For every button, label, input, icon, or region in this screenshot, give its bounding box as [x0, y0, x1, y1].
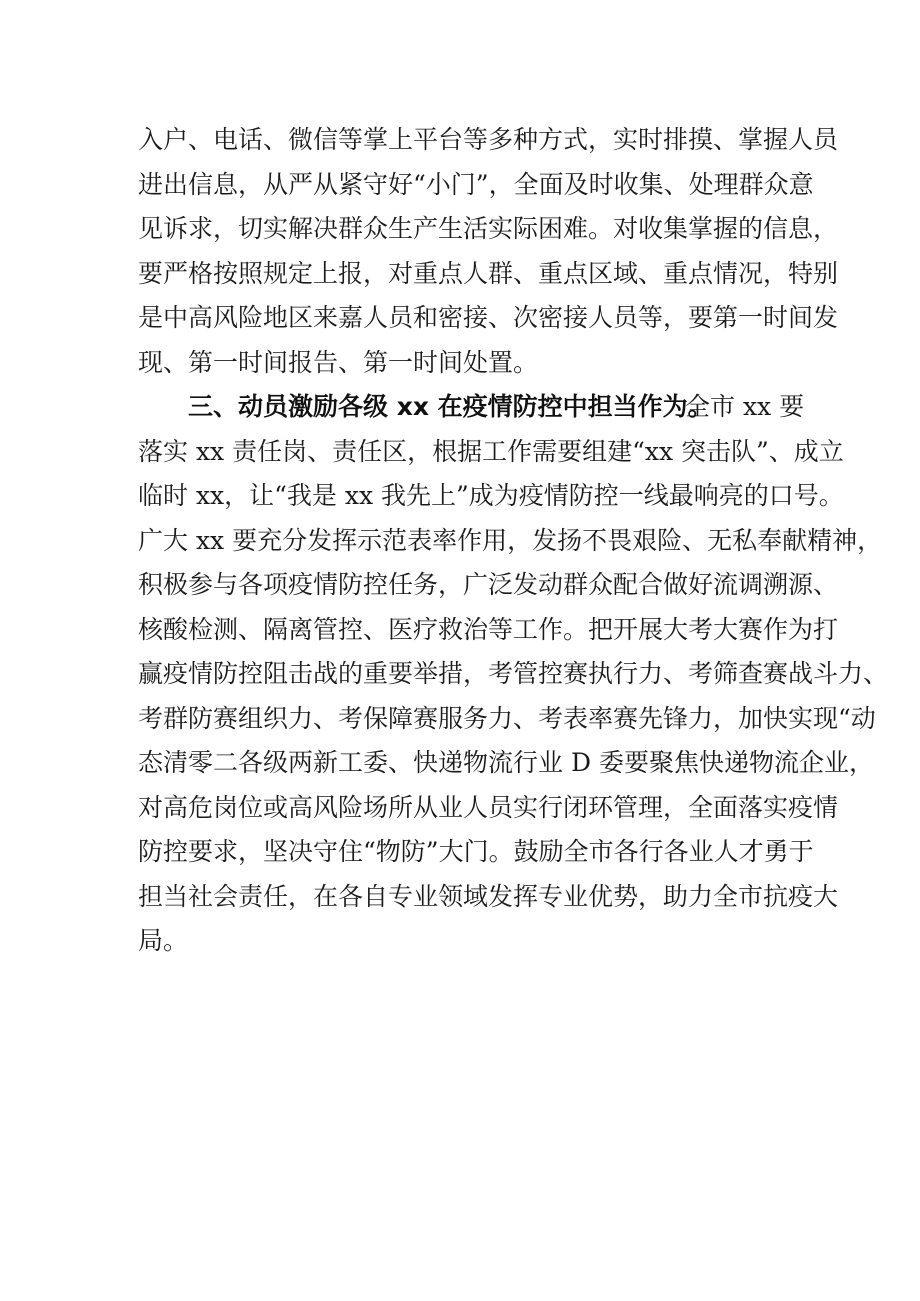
paragraph-1-line-1: [0, 122, 920, 158]
text-line: 赢疫情防控阻击战的重要举措，考管控赛执行力、考筛查赛战斗力、: [138, 659, 889, 688]
text-line: 落实 xx 责任岗、责任区，根据工作需要组建“xx 突击队”、成立: [138, 437, 844, 466]
paragraph-2-line-11: [0, 834, 920, 870]
paragraph-2-line-9: [0, 745, 920, 781]
text-line: 积极参与各项疫情防控任务，广泛发动群众配合做好流调溯源、: [138, 570, 839, 599]
text-line: 现、第一时间报告、第一时间处置。: [138, 348, 539, 377]
text-line: 考群防赛组织力、考保障赛服务力、考表率赛先锋力，加快实现“动: [138, 704, 876, 733]
text-line: 是中高风险地区来嘉人员和密接、次密接人员等，要第一时间发: [138, 303, 839, 332]
heading-line-continuation: 全市 xx 要: [685, 392, 805, 421]
paragraph-2-line-2: [0, 434, 920, 470]
paragraph-2-line-3: [0, 478, 920, 514]
paragraph-2-line-6: [0, 612, 920, 648]
paragraph-2-line-7: [0, 656, 920, 692]
text-line: 进出信息，从严从紧守好“小门”，全面及时收集、处理群众意: [138, 170, 814, 199]
text-line: 态清零二各级两新工委、快递物流行业 D 委要聚焦快递物流企业，: [138, 748, 874, 777]
text-line: 要严格按照规定上报，对重点人群、重点区域、重点情况，特别: [138, 259, 839, 288]
paragraph-1-line-5: [0, 300, 920, 336]
paragraph-1-line-2: [0, 167, 920, 203]
text-line: 局。: [138, 926, 189, 955]
paragraph-2-line-1: [0, 389, 920, 425]
paragraph-1-line-6: [0, 345, 920, 381]
text-line: 见诉求，切实解决群众生产生活实际困难。对收集掌握的信息，: [138, 214, 839, 243]
text-line: 广大 xx 要充分发挥示范表率作用，发扬不畏艰险、无私奉献精神，: [138, 526, 883, 555]
paragraph-2-line-4: [0, 523, 920, 559]
text-line: 核酸检测、隔离管控、医疗救治等工作。把开展大考大赛作为打: [138, 615, 839, 644]
paragraph-2-line-8: [0, 701, 920, 737]
text-line: 临时 xx，让“我是 xx 我先上”成为疫情防控一线最响亮的口号。: [138, 481, 844, 510]
text-line: 防控要求，坚决守住“物防”大门。鼓励全市各行各业人才勇于: [138, 837, 814, 866]
section-heading: 三、动员激励各级 xx 在疫情防控中担当作为。: [188, 392, 713, 421]
paragraph-2-line-10: [0, 790, 920, 826]
text-line: 对高危岗位或高风险场所从业人员实行闭环管理，全面落实疫情: [138, 793, 839, 822]
paragraph-2-line-13: [0, 923, 920, 959]
paragraph-1-line-4: [0, 256, 920, 292]
paragraph-2-line-12: [0, 879, 920, 915]
text-line: 担当社会责任，在各自专业领域发挥专业优势，助力全市抗疫大: [138, 882, 839, 911]
paragraph-1-line-3: [0, 211, 920, 247]
paragraph-2-line-5: [0, 567, 920, 603]
text-line: 入户、电话、微信等掌上平台等多种方式，实时排摸、掌握人员: [138, 125, 839, 154]
